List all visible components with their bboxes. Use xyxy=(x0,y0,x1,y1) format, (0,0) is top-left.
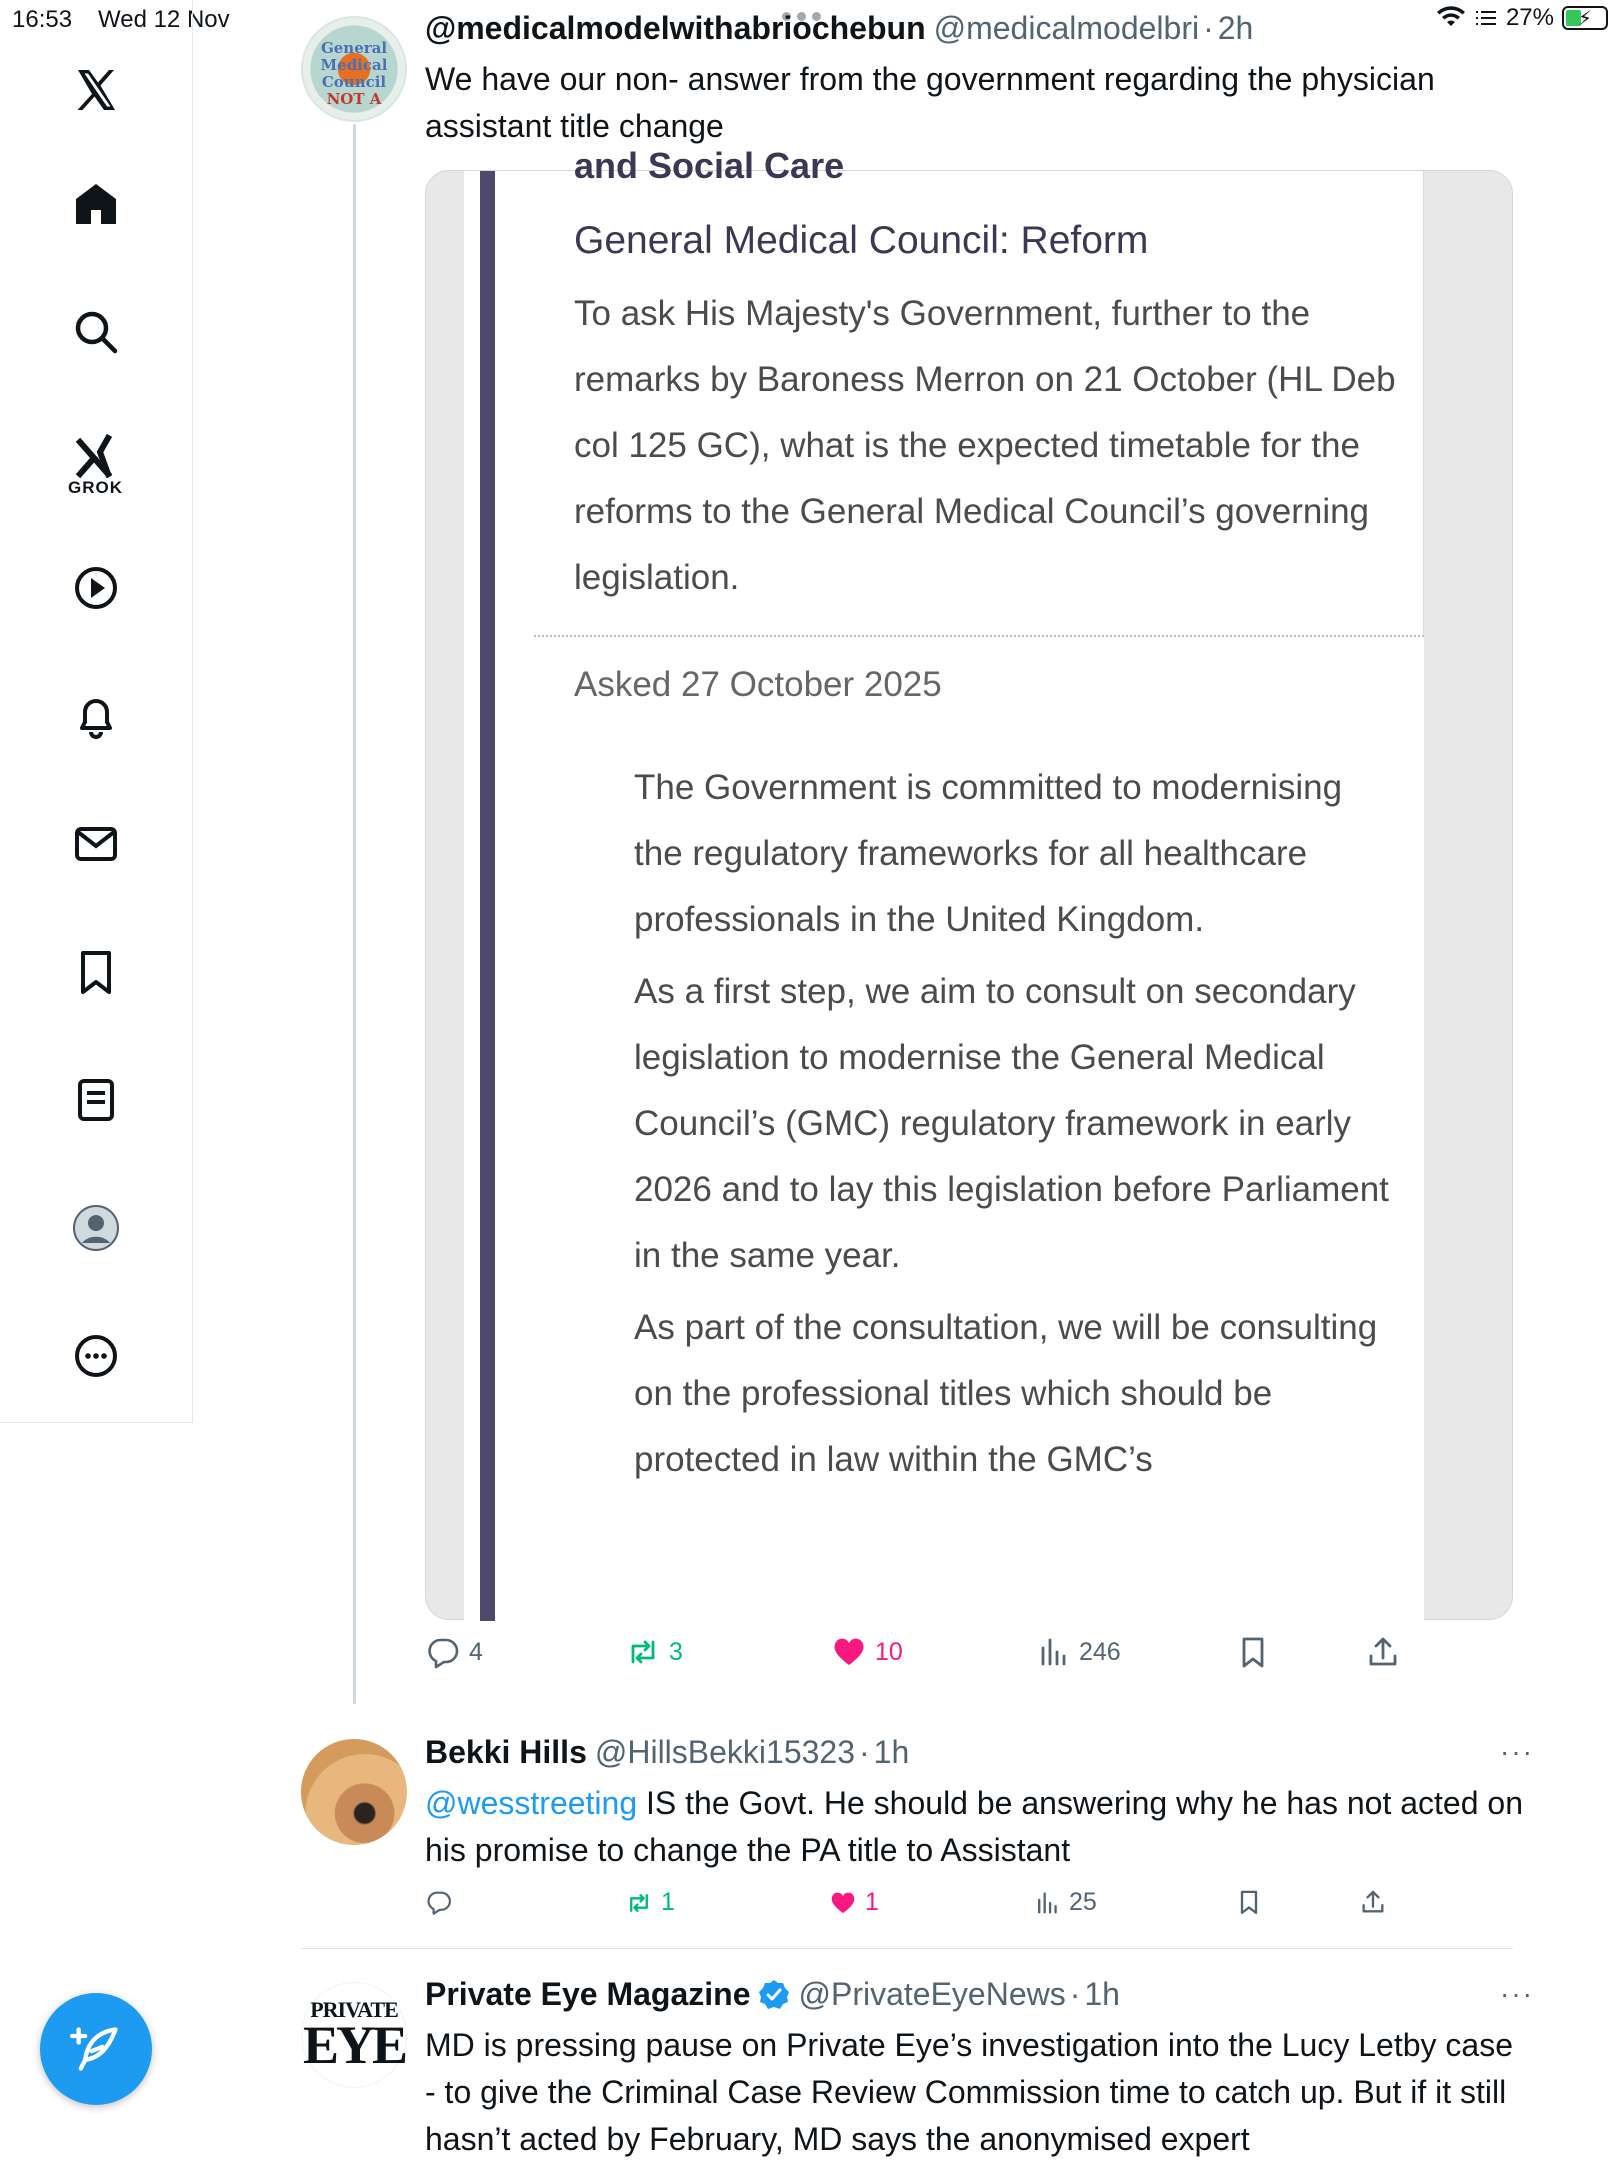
tweet-time[interactable]: 1h xyxy=(873,1734,910,1770)
tweet-text: MD is pressing pause on Private Eye’s investigation into the Lucy Letby case - to give the Criminal Case Review Commission time to catch up. But if it still hasn’t acted by February, MD says the anonymised expert xyxy=(425,2027,1513,2157)
author-name[interactable]: Private Eye Magazine xyxy=(425,1976,751,2012)
status-date: Wed 12 Nov xyxy=(98,6,230,33)
battery-icon: ⚡ xyxy=(1562,6,1608,30)
tweet-time[interactable]: 1h xyxy=(1084,1976,1120,2012)
tweet-header xyxy=(425,1734,909,1771)
verified-badge-icon xyxy=(758,1979,790,2011)
sidebar-nav xyxy=(0,0,193,1423)
avatar[interactable] xyxy=(301,1739,407,1845)
share-upload-icon xyxy=(1365,1634,1401,1670)
thread-line xyxy=(353,124,356,1704)
views-count: 246 xyxy=(1079,1637,1121,1666)
avatar[interactable] xyxy=(301,16,407,122)
grok-label: GROK xyxy=(68,478,123,497)
answer-paragraph: As a first step, we aim to consult on secondary legislation to modernise the General Medical Council’s (GMC) regulatory framework in early 2026 and to lay this legislation before Parliament in the same year. xyxy=(634,972,1389,1275)
bookmark-icon xyxy=(1235,1634,1271,1670)
repost-button[interactable] xyxy=(625,1888,675,1917)
reply-icon xyxy=(425,1634,461,1670)
repost-count: 3 xyxy=(669,1637,683,1666)
avatar[interactable] xyxy=(301,1982,407,2088)
share-button[interactable] xyxy=(1365,1634,1401,1670)
more-options-icon[interactable]: ··· xyxy=(1500,1978,1534,2009)
bookmark-button[interactable] xyxy=(1235,1888,1263,1916)
author-handle[interactable]: @medicalmodelbri xyxy=(933,10,1200,46)
author-name[interactable]: @medicalmodelwithabriochebun xyxy=(425,10,926,46)
repost-icon xyxy=(625,1634,661,1670)
more-circle-icon[interactable] xyxy=(58,1318,134,1394)
repost-button[interactable] xyxy=(625,1634,683,1670)
video-play-icon[interactable] xyxy=(58,550,134,626)
reply-count: 4 xyxy=(469,1637,483,1666)
tweet-time[interactable]: 2h xyxy=(1217,10,1254,46)
share-button[interactable] xyxy=(1359,1888,1387,1916)
mail-icon[interactable] xyxy=(58,806,134,882)
answer-paragraph: As part of the consultation, we will be consulting on the professional titles which should be protected in law within the GMC’s xyxy=(634,1308,1378,1479)
status-time: 16:53 xyxy=(12,6,73,33)
document-question: To ask His Majesty's Government, further to the remarks by Baroness Merron on 21 October (HL Deb col 125 GC), what is the expected timetable for the reforms to the General Medical Council’s governing legislation. xyxy=(574,294,1396,597)
tweet-image[interactable] xyxy=(425,145,1513,1620)
views-bar-chart-icon xyxy=(1033,1889,1061,1917)
battery-percent: 27% xyxy=(1505,4,1554,31)
views-button[interactable] xyxy=(1035,1634,1121,1670)
document-accent-bar xyxy=(480,171,495,1621)
compose-button[interactable] xyxy=(40,1993,152,2105)
share-upload-icon xyxy=(1359,1888,1387,1916)
heart-filled-icon xyxy=(829,1889,857,1917)
tweet-divider xyxy=(301,1948,1513,1949)
author-handle[interactable]: @HillsBekki15323 xyxy=(594,1734,856,1770)
status-indicators xyxy=(1436,4,1608,32)
profile-avatar-icon[interactable] xyxy=(58,1190,134,1266)
author-handle[interactable]: @PrivateEyeNews xyxy=(798,1976,1066,2012)
document-asked-date: Asked 27 October 2025 xyxy=(574,665,942,704)
like-button[interactable] xyxy=(829,1888,879,1917)
reply-button[interactable] xyxy=(425,1888,461,1916)
separator-dot: · xyxy=(1069,1976,1081,2012)
repost-count: 1 xyxy=(661,1888,675,1916)
views-button[interactable] xyxy=(1033,1888,1097,1917)
avatar-logo-text: General Medical Council NOT A xyxy=(320,39,388,108)
avatar-logo-text: PRIVATE xyxy=(310,1997,398,2022)
views-bar-chart-icon xyxy=(1035,1634,1071,1670)
like-count: 10 xyxy=(875,1637,903,1666)
repost-icon xyxy=(625,1889,653,1917)
compose-feather-icon xyxy=(70,2023,122,2075)
like-button[interactable] xyxy=(831,1634,903,1670)
tweet-text: We have our non- answer from the government regarding the physician assistant title change xyxy=(425,61,1435,144)
wifi-icon xyxy=(1436,6,1466,30)
lists-icon[interactable] xyxy=(58,1062,134,1138)
bookmark-icon[interactable] xyxy=(58,934,134,1010)
bookmark-button[interactable] xyxy=(1235,1634,1271,1670)
document-title: General Medical Council: Reform xyxy=(574,219,1149,262)
tweet-text xyxy=(425,1780,1525,1874)
more-options-icon[interactable]: ··· xyxy=(1500,1736,1534,1767)
author-name[interactable]: Bekki Hills xyxy=(425,1734,587,1770)
like-count: 1 xyxy=(865,1888,879,1916)
bookmark-icon xyxy=(1235,1888,1263,1916)
heart-filled-icon xyxy=(831,1634,867,1670)
document-cutoff-heading: and Social Care xyxy=(574,145,845,186)
list-status-icon xyxy=(1474,6,1498,30)
document-answer xyxy=(634,755,1394,1499)
tweet-header xyxy=(425,1976,1120,2013)
tweet-actions xyxy=(425,1888,1485,1938)
tweet-header xyxy=(425,10,1253,47)
bell-icon[interactable] xyxy=(58,678,134,754)
separator-dot: · xyxy=(859,1734,870,1770)
reply-button[interactable] xyxy=(425,1634,483,1670)
reply-icon xyxy=(425,1888,453,1916)
home-icon[interactable] xyxy=(58,166,134,242)
tweet-actions xyxy=(425,1634,1485,1684)
views-count: 25 xyxy=(1069,1888,1097,1916)
x-logo-icon[interactable] xyxy=(58,52,134,128)
tweet-text-body: IS the Govt. He should be answering why he has not acted on his promise to change the PA title to Assistant xyxy=(425,1785,1523,1868)
separator-dot: · xyxy=(1203,10,1214,46)
avatar-logo-text: EYE xyxy=(302,2015,406,2075)
search-icon[interactable] xyxy=(58,294,134,370)
mention-link[interactable]: @wesstreeting xyxy=(425,1785,638,1821)
answer-paragraph: The Government is committed to modernising the regulatory frameworks for all healthcare professionals in the United Kingdom. xyxy=(634,768,1343,939)
